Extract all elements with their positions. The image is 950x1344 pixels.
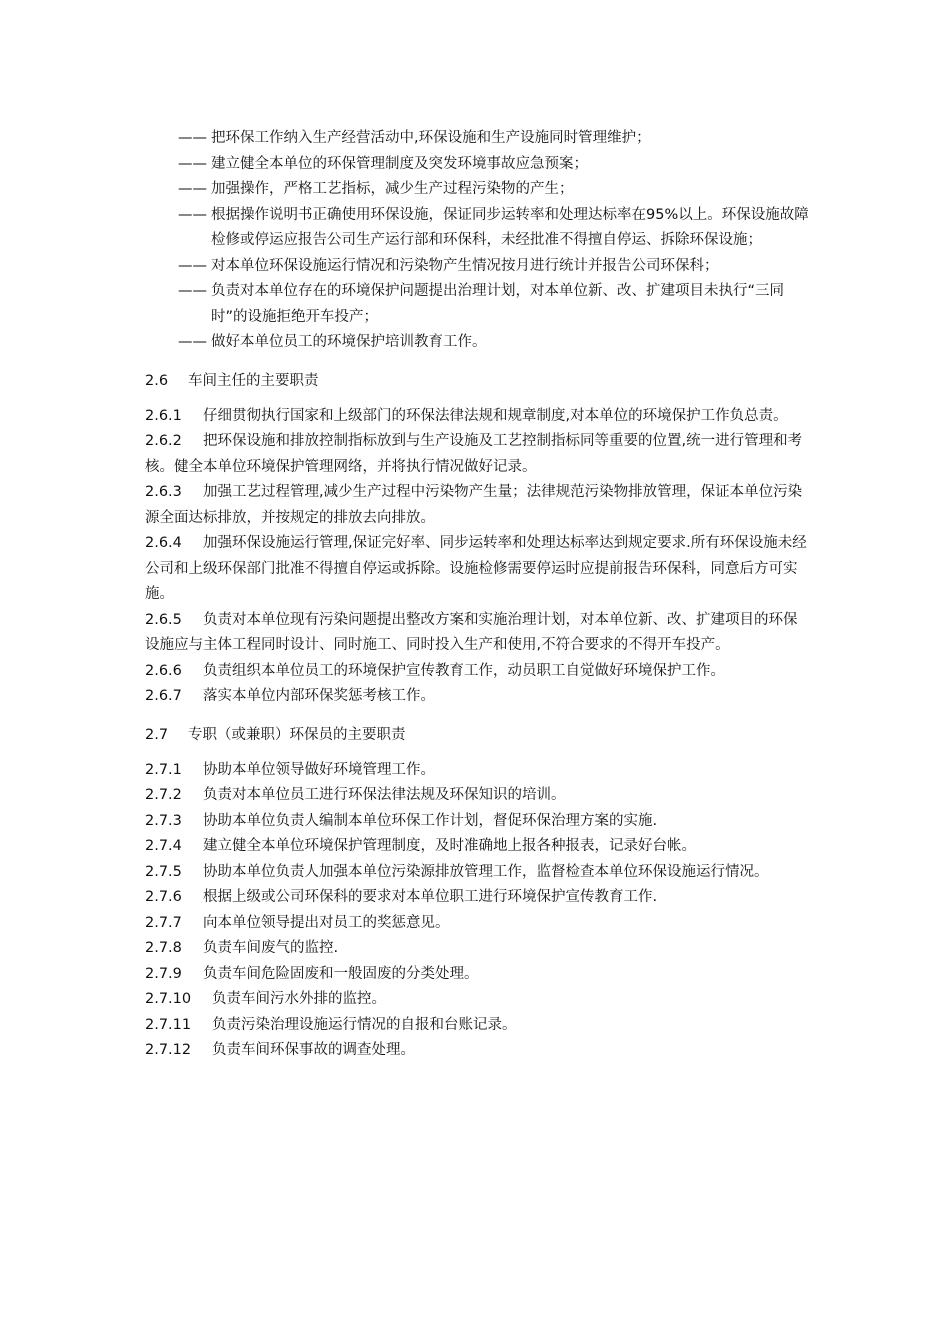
clause-number: 2.7.5 bbox=[145, 863, 182, 880]
clause-number: 2.6.5 bbox=[145, 611, 182, 628]
clause-item bbox=[145, 885, 810, 911]
dash-mark: —— bbox=[178, 130, 207, 146]
clause-number: 2.6.1 bbox=[145, 407, 182, 424]
clause-number: 2.7.12 bbox=[145, 1042, 192, 1058]
section-title: 车间主任的主要职责 bbox=[188, 372, 319, 389]
section-number: 2.6 bbox=[145, 372, 169, 389]
clause-text: 负责车间污水外排的监控。 bbox=[212, 991, 386, 1007]
clause-number: 2.6.3 bbox=[145, 484, 182, 500]
intro-item bbox=[145, 279, 810, 330]
intro-item bbox=[145, 254, 810, 280]
dash-mark: —— bbox=[178, 181, 207, 197]
clause-item bbox=[145, 962, 810, 988]
clause-text: 负责车间危险固废和一般固废的分类处理。 bbox=[203, 965, 479, 982]
clause-text: 协助本单位负责人加强本单位污染源排放管理工作，监督检查本单位环保设施运行情况。 bbox=[203, 863, 769, 880]
clause-number: 2.6.7 bbox=[145, 688, 182, 704]
clause-text: 落实本单位内部环保奖惩考核工作。 bbox=[203, 688, 435, 704]
clause-item bbox=[145, 531, 810, 608]
dash-mark: —— bbox=[178, 206, 207, 223]
section-title: 专职（或兼职）环保员的主要职责 bbox=[188, 726, 406, 743]
clause-text: 向本单位领导提出对员工的奖惩意见。 bbox=[203, 914, 450, 931]
intro-item bbox=[145, 203, 810, 254]
clause-text: 加强环保设施运行管理,保证完好率、同步运转率和处理达标率达到规定要求.所有环保设施未经公司和上级环保部门批准不得擅自停运或拆除。设施检修需要停运时应提前报告环保科，同意后方可实施。 bbox=[145, 535, 807, 602]
clause-item bbox=[145, 834, 810, 860]
clause-text: 负责车间废气的监控. bbox=[203, 940, 339, 956]
intro-item bbox=[145, 152, 810, 178]
clause-item bbox=[145, 480, 810, 531]
clause-item bbox=[145, 1038, 810, 1064]
section-heading-2-6 bbox=[145, 368, 810, 394]
intro-item-text: 把环保工作纳入生产经营活动中,环保设施和生产设施同时管理维护； bbox=[211, 130, 651, 146]
clause-text: 加强工艺过程管理,减少生产过程中污染物产生量；法律规范污染物排放管理，保证本单位污染源全面达标排放，并按规定的排放去向排放。 bbox=[145, 484, 803, 526]
clause-text: 负责组织本单位员工的环境保护宣传教育工作，动员职工自觉做好环境保护工作。 bbox=[203, 662, 725, 679]
intro-item-text: 加强操作，严格工艺指标，减少生产过程污染物的产生； bbox=[211, 181, 574, 197]
clause-number: 2.7.11 bbox=[145, 1016, 192, 1033]
clause-item bbox=[145, 684, 810, 710]
clause-text: 负责对本单位现有污染问题提出整改方案和实施治理计划，对本单位新、改、扩建项目的环保设施应与主体工程同时设计、同时施工、同时投入生产和使用,不符合要求的不得开车投产。 bbox=[145, 611, 798, 653]
intro-item-text: 做好本单位员工的环境保护培训教育工作。 bbox=[211, 334, 487, 350]
clause-text: 建立健全本单位环境保护管理制度，及时准确地上报各种报表，记录好台帐。 bbox=[203, 838, 696, 854]
dash-mark: —— bbox=[178, 155, 207, 172]
clause-number: 2.7.7 bbox=[145, 914, 182, 931]
dash-mark: —— bbox=[178, 334, 207, 350]
clause-item bbox=[145, 608, 810, 659]
intro-item-text: 负责对本单位存在的环境保护问题提出治理计划，对本单位新、改、扩建项目未执行“三同时”的设施拒绝开车投产； bbox=[211, 283, 785, 325]
clause-number: 2.6.6 bbox=[145, 662, 182, 679]
intro-item-text: 对本单位环保设施运行情况和污染物产生情况按月进行统计并报告公司环保科； bbox=[211, 257, 719, 274]
clause-number: 2.7.8 bbox=[145, 940, 182, 956]
clause-item bbox=[145, 987, 810, 1013]
clause-text: 负责对本单位员工进行环保法律法规及环保知识的培训。 bbox=[203, 787, 566, 803]
clause-text: 负责车间环保事故的调查处理。 bbox=[212, 1042, 415, 1058]
intro-item bbox=[145, 330, 810, 356]
clause-text: 负责污染治理设施运行情况的自报和台账记录。 bbox=[212, 1016, 517, 1033]
clause-item bbox=[145, 758, 810, 784]
clause-number: 2.6.2 bbox=[145, 433, 182, 449]
document-page bbox=[145, 126, 810, 1064]
clause-item bbox=[145, 809, 810, 835]
clause-item bbox=[145, 659, 810, 685]
dash-mark: —— bbox=[178, 283, 207, 299]
clause-text: 协助本单位领导做好环境管理工作。 bbox=[203, 761, 435, 778]
clause-number: 2.7.3 bbox=[145, 812, 182, 829]
clause-number: 2.7.1 bbox=[145, 761, 182, 778]
clause-item bbox=[145, 783, 810, 809]
clause-text: 把环保设施和排放控制指标放到与生产设施及工艺控制指标同等重要的位置,统一进行管理和考核。健全本单位环境保护管理网络，并将执行情况做好记录。 bbox=[145, 433, 803, 475]
dash-mark: —— bbox=[178, 257, 207, 274]
clause-item bbox=[145, 936, 810, 962]
section-heading-2-7 bbox=[145, 722, 810, 748]
clause-item bbox=[145, 429, 810, 480]
intro-item-text: 根据操作说明书正确使用环保设施，保证同步运转率和处理达标率在95%以上。环保设施故障检修或停运应报告公司生产运行部和环保科，未经批准不得擅自停运、拆除环保设施； bbox=[211, 206, 809, 248]
clause-number: 2.7.6 bbox=[145, 889, 182, 905]
intro-item bbox=[145, 126, 810, 152]
clause-text: 仔细贯彻执行国家和上级部门的环保法律法规和规章制度,对本单位的环境保护工作负总责。 bbox=[203, 407, 788, 424]
clause-number: 2.7.4 bbox=[145, 838, 182, 854]
clause-text: 协助本单位负责人编制本单位环保工作计划，督促环保治理方案的实施. bbox=[203, 812, 658, 829]
clause-number: 2.7.9 bbox=[145, 965, 182, 982]
clause-number: 2.6.4 bbox=[145, 535, 182, 551]
clause-number: 2.7.10 bbox=[145, 991, 192, 1007]
clause-item bbox=[145, 404, 810, 430]
intro-item-text: 建立健全本单位的环保管理制度及突发环境事故应急预案； bbox=[211, 155, 588, 172]
section-number: 2.7 bbox=[145, 726, 169, 743]
clause-item bbox=[145, 1013, 810, 1039]
clause-item bbox=[145, 911, 810, 937]
clause-item bbox=[145, 860, 810, 886]
clause-text: 根据上级或公司环保科的要求对本单位职工进行环境保护宣传教育工作. bbox=[203, 889, 658, 905]
clause-number: 2.7.2 bbox=[145, 787, 182, 803]
intro-item bbox=[145, 177, 810, 203]
